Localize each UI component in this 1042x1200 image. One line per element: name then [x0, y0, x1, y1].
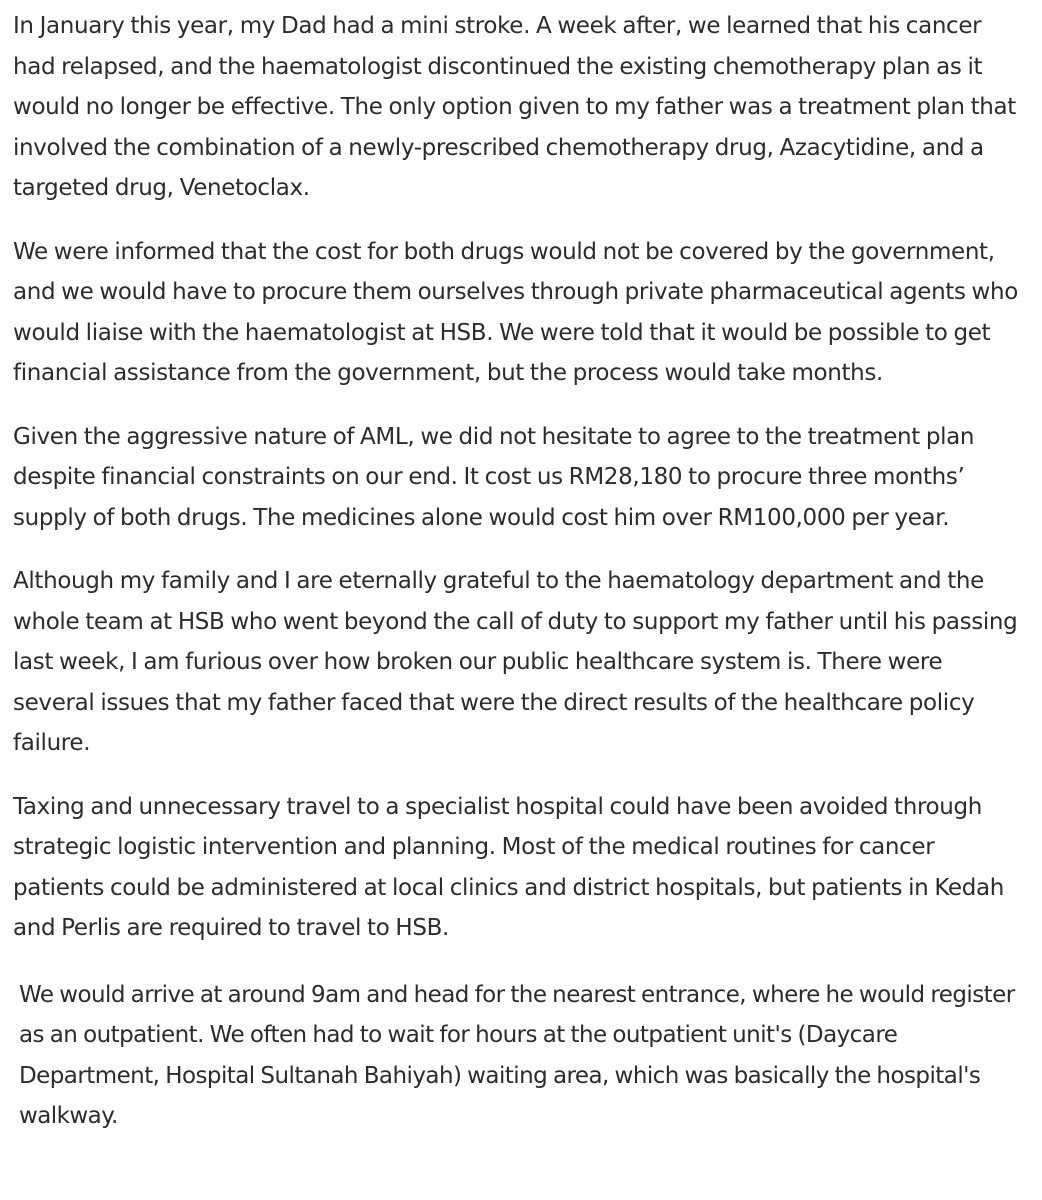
paragraph-6: We would arrive at around 9am and head for the nearest entrance, where he would register as an outpatient. We often had to wait for hours at the outpatient unit's (Daycare Department, Hospital Sultanah Bahiyah) waiting area, which was basically the hospital's walkway.	[19, 981, 1015, 1129]
paragraph-1: In January this year, my Dad had a mini stroke. A week after, we learned that his cancer had relapsed, and the haematologist discontinued the existing chemotherapy plan as it would no longer be effective. The only option given to my father was a treatment plan that involved the combination of a newly-prescribed chemotherapy drug, Azacytidine, and a targeted drug, Venetoclax.	[13, 13, 1016, 201]
paragraph-3: Given the aggressive nature of AML, we did not hesitate to agree to the treatment plan despite financial constraints on our end. It cost us RM28,180 to procure three months’ supply of both drugs. The medicines alone would cost him over RM100,000 per year.	[13, 423, 975, 531]
paragraph-5: Taxing and unnecessary travel to a specialist hospital could have been avoided through strategic logistic intervention and planning. Most of the medical routines for cancer patients could be administered at local clinics and district hospitals, but patients in Kedah and Perlis are required to travel to HSB.	[13, 793, 1004, 941]
paragraph-4: Although my family and I are eternally grateful to the haematology department and the whole team at HSB who went beyond the call of duty to support my father until his passing last week, I am furious over how broken our public healthcare system is. There were several issues that my father faced that were the direct results of the healthcare policy failure.	[13, 568, 1018, 756]
paragraph-2: We were informed that the cost for both drugs would not be covered by the government, and we would have to procure them ourselves through private pharmaceutical agents who would liaise with the haematologist at HSB. We were told that it would be possible to get financial assistance from the government, but the process would take months.	[13, 238, 1018, 386]
